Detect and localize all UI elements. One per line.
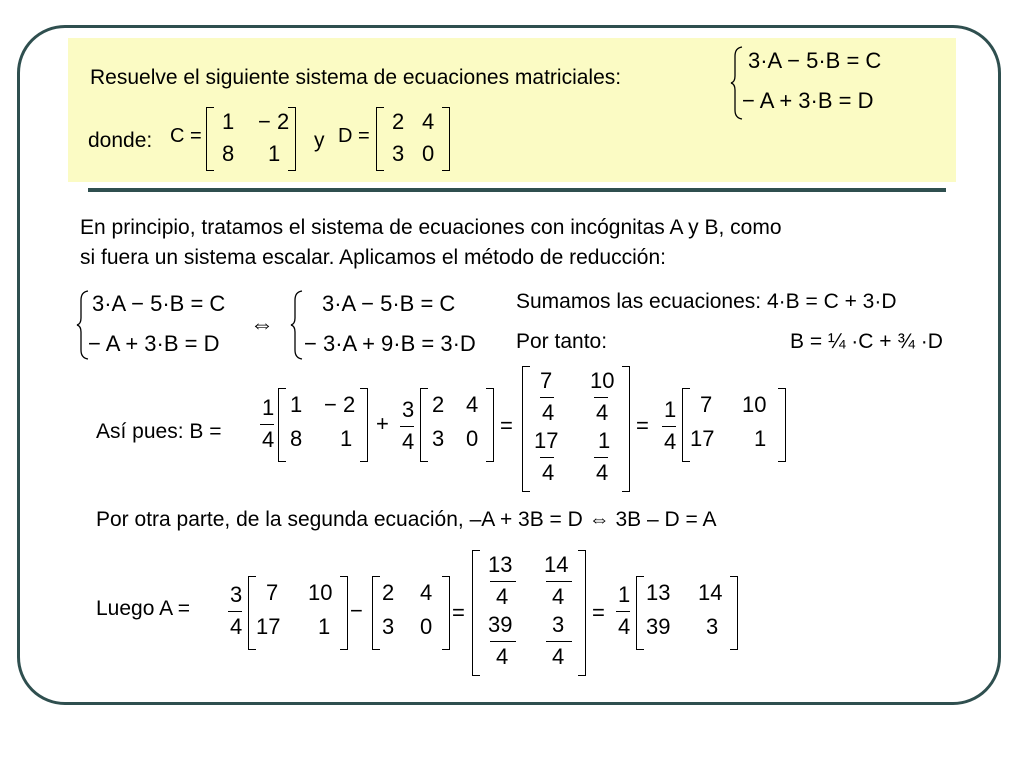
matrix-cell: 2	[432, 392, 445, 417]
matrix-cell: 0	[466, 426, 479, 451]
y-label: y	[314, 129, 325, 152]
matrix-c-right-bracket	[288, 107, 296, 171]
fraction-bar	[260, 424, 274, 425]
donde-label: donde:	[88, 129, 153, 152]
fraction-denominator: 4	[496, 584, 509, 609]
fraction-bar	[594, 457, 608, 458]
divider-line	[88, 188, 946, 192]
right-bracket	[730, 576, 738, 650]
matrix-c-cell: 8	[222, 141, 235, 166]
matrix-cell: 10	[742, 392, 767, 417]
matrix-cell: 2	[382, 580, 395, 605]
fraction-bar	[594, 397, 608, 398]
fraction-bar	[540, 397, 554, 398]
left-system-eq-1: 3·A − 5·B = C	[92, 291, 226, 316]
matrix-c-left-bracket	[206, 107, 214, 171]
matrix-cell: − 2	[324, 392, 356, 417]
right-bracket	[486, 388, 494, 462]
fraction-numerator: 1	[262, 395, 275, 420]
left-bracket	[248, 576, 256, 650]
equals-sign: =	[500, 413, 513, 438]
fraction-denominator: 4	[542, 460, 555, 485]
por-otra-parte-text: Por otra parte, de la segunda ecuación, –A + 3B = D ⇔ 3B – D = A	[96, 508, 717, 531]
fraction-denominator: 4	[402, 429, 415, 454]
equals-sign: =	[592, 600, 605, 625]
system-eq-2: − A + 3·B = D	[742, 88, 874, 113]
right-bracket	[622, 366, 630, 492]
fraction-numerator: 17	[534, 428, 559, 453]
fraction-denominator: 4	[496, 644, 509, 669]
fraction-numerator: 3	[230, 582, 243, 607]
explanation-line-2: si fuera un sistema escalar. Aplicamos el método de reducción:	[80, 246, 666, 269]
matrix-d-cell: 4	[422, 109, 435, 134]
matrix-d-right-bracket	[442, 107, 450, 171]
matrix-cell: 3	[382, 614, 395, 639]
b-result-label: Así pues: B =	[96, 420, 222, 443]
equivalence-symbol: ⇔	[250, 311, 274, 338]
left-bracket	[472, 550, 480, 676]
equals-sign: =	[452, 600, 465, 625]
right-system-eq-1: 3·A − 5·B = C	[322, 291, 456, 316]
minus-sign: −	[350, 598, 363, 623]
left-bracket	[372, 576, 380, 650]
por-tanto-label: Por tanto:	[516, 330, 608, 353]
d-label: D =	[338, 125, 370, 147]
matrix-cell: 17	[690, 426, 715, 451]
fraction-numerator: 3	[402, 397, 415, 422]
matrix-cell: 17	[256, 614, 281, 639]
fraction-denominator: 4	[596, 460, 609, 485]
fraction-denominator: 4	[262, 427, 275, 452]
fraction-bar	[546, 641, 572, 642]
matrix-cell: 10	[308, 580, 333, 605]
right-bracket	[340, 576, 348, 650]
matrix-cell: 3	[432, 426, 445, 451]
matrix-cell: 1	[340, 426, 353, 451]
fraction-denominator: 4	[596, 400, 609, 425]
fraction-denominator: 4	[664, 429, 677, 454]
matrix-cell: 4	[466, 392, 479, 417]
matrix-c-cell: 1	[222, 109, 235, 134]
fraction-numerator: 1	[618, 582, 631, 607]
matrix-cell: 39	[646, 614, 671, 639]
matrix-d-left-bracket	[376, 107, 384, 171]
matrix-d-cell: 3	[392, 141, 405, 166]
matrix-cell: 0	[420, 614, 433, 639]
fraction-bar	[616, 611, 630, 612]
left-bracket	[420, 388, 428, 462]
matrix-d-cell: 2	[392, 109, 405, 134]
matrix-cell: 1	[754, 426, 767, 451]
matrix-cell: 1	[290, 392, 303, 417]
fraction-denominator: 4	[552, 584, 565, 609]
equals-sign: =	[636, 413, 649, 438]
fraction-denominator: 4	[552, 644, 565, 669]
fraction-denominator: 4	[618, 614, 631, 639]
c-label: C =	[170, 125, 202, 147]
b-formula: B = ¼ ·C + ¾ ·D	[790, 330, 943, 353]
left-bracket	[278, 388, 286, 462]
right-system-brace	[290, 290, 304, 360]
fraction-numerator: 39	[488, 612, 513, 637]
explanation-line-1: En principio, tratamos el sistema de ecuaciones con incógnitas A y B, como	[80, 216, 782, 239]
plus-sign: +	[376, 411, 389, 436]
left-bracket	[682, 388, 690, 462]
sumamos-text: Sumamos las ecuaciones: 4·B = C + 3·D	[516, 290, 897, 313]
matrix-cell: 4	[420, 580, 433, 605]
matrix-d-cell: 0	[422, 141, 435, 166]
fraction-numerator: 14	[544, 552, 569, 577]
right-bracket	[442, 576, 450, 650]
fraction-numerator: 3	[552, 612, 565, 637]
system-eq-1: 3·A − 5·B = C	[748, 48, 882, 73]
left-bracket	[636, 576, 644, 650]
fraction-bar	[228, 611, 242, 612]
fraction-numerator: 13	[488, 552, 513, 577]
matrix-cell: 7	[266, 580, 279, 605]
matrix-cell: 14	[698, 580, 723, 605]
fraction-numerator: 1	[664, 397, 677, 422]
matrix-c-cell: 1	[268, 141, 281, 166]
matrix-cell: 3	[706, 614, 719, 639]
fraction-bar	[662, 426, 676, 427]
right-bracket	[578, 550, 586, 676]
fraction-denominator: 4	[542, 400, 555, 425]
a-result-label: Luego A =	[96, 597, 191, 620]
matrix-cell: 1	[318, 614, 331, 639]
left-bracket	[522, 366, 530, 492]
fraction-numerator: 10	[590, 368, 615, 393]
left-system-eq-2: − A + 3·B = D	[88, 331, 220, 356]
fraction-numerator: 1	[598, 428, 611, 453]
right-bracket	[778, 388, 786, 462]
problem-statement: Resuelve el siguiente sistema de ecuaciones matriciales:	[90, 66, 622, 89]
fraction-numerator: 7	[540, 368, 553, 393]
fraction-bar	[490, 641, 516, 642]
matrix-c-cell: − 2	[258, 109, 290, 134]
fraction-denominator: 4	[230, 614, 243, 639]
fraction-bar	[490, 581, 516, 582]
right-bracket	[360, 388, 368, 462]
fraction-bar	[540, 457, 554, 458]
matrix-cell: 7	[700, 392, 713, 417]
fraction-bar	[400, 426, 414, 427]
right-system-eq-2: − 3·A + 9·B = 3·D	[304, 331, 476, 356]
fraction-bar	[546, 581, 572, 582]
matrix-cell: 8	[290, 426, 303, 451]
matrix-cell: 13	[646, 580, 671, 605]
